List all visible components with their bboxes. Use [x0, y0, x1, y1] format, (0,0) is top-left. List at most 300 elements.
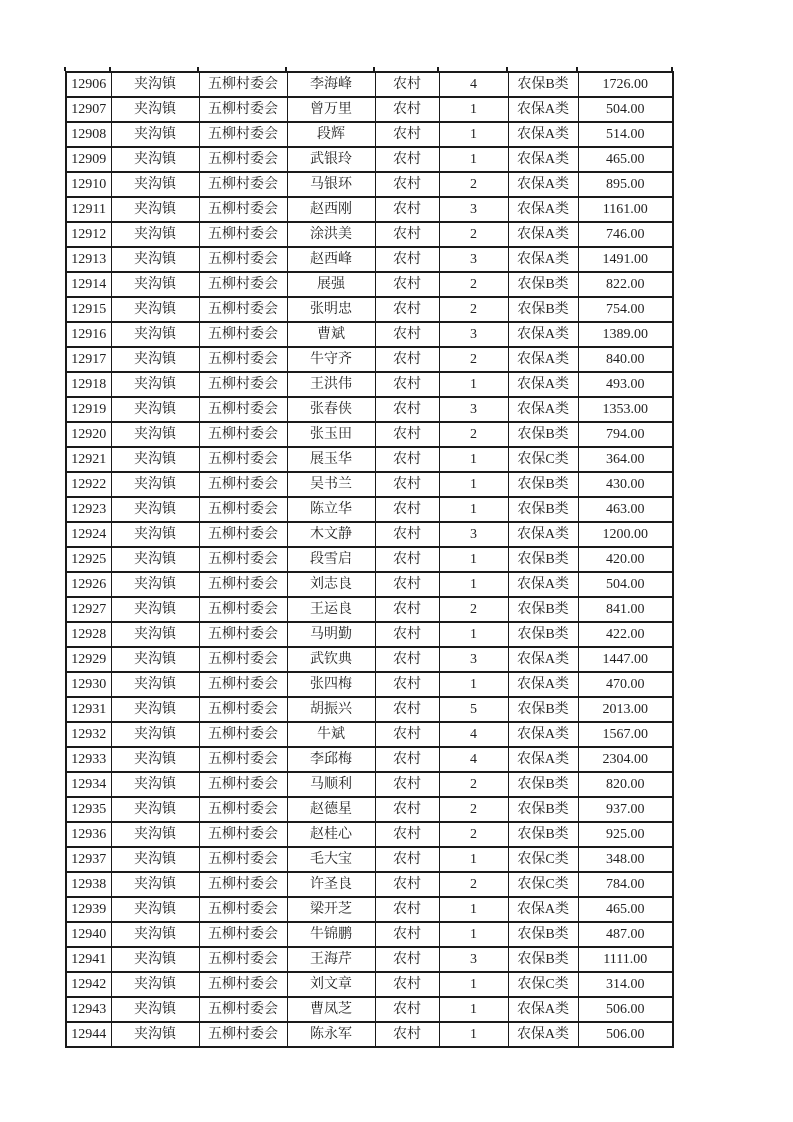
cell-amount: 514.00: [578, 122, 673, 147]
cell-village-committee: 五柳村委会: [199, 372, 287, 397]
cell-town: 夹沟镇: [111, 972, 199, 997]
cell-insurance-category: 农保C类: [508, 972, 578, 997]
cell-person-name: 梁开芝: [287, 897, 375, 922]
cell-town: 夹沟镇: [111, 847, 199, 872]
cell-person-name: 刘志良: [287, 572, 375, 597]
cell-amount: 504.00: [578, 97, 673, 122]
cell-family-count: 3: [439, 197, 508, 222]
cell-amount: 487.00: [578, 922, 673, 947]
cell-amount: 925.00: [578, 822, 673, 847]
cell-family-count: 3: [439, 397, 508, 422]
table-row: [66, 247, 673, 272]
cell-amount: 820.00: [578, 772, 673, 797]
cell-amount: 1200.00: [578, 522, 673, 547]
cell-amount: 506.00: [578, 1022, 673, 1047]
cell-residence-type: 农村: [375, 422, 439, 447]
cell-village-committee: 五柳村委会: [199, 547, 287, 572]
cell-family-count: 2: [439, 272, 508, 297]
cell-town: 夹沟镇: [111, 722, 199, 747]
cell-family-count: 3: [439, 947, 508, 972]
cell-residence-type: 农村: [375, 122, 439, 147]
cell-residence-type: 农村: [375, 622, 439, 647]
cell-family-count: 1: [439, 472, 508, 497]
cell-serial-number: 12907: [66, 97, 111, 122]
cell-family-count: 3: [439, 522, 508, 547]
cell-person-name: 赵桂心: [287, 822, 375, 847]
grid-tick: [197, 67, 199, 71]
cell-family-count: 3: [439, 322, 508, 347]
cell-serial-number: 12924: [66, 522, 111, 547]
table-row: [66, 1022, 673, 1047]
cell-village-committee: 五柳村委会: [199, 147, 287, 172]
cell-village-committee: 五柳村委会: [199, 847, 287, 872]
cell-family-count: 1: [439, 447, 508, 472]
cell-village-committee: 五柳村委会: [199, 447, 287, 472]
cell-amount: 465.00: [578, 147, 673, 172]
cell-family-count: 2: [439, 297, 508, 322]
table-row: [66, 147, 673, 172]
cell-village-committee: 五柳村委会: [199, 722, 287, 747]
cell-town: 夹沟镇: [111, 297, 199, 322]
cell-residence-type: 农村: [375, 672, 439, 697]
table-row: [66, 997, 673, 1022]
cell-person-name: 毛大宝: [287, 847, 375, 872]
cell-village-committee: 五柳村委会: [199, 622, 287, 647]
cell-family-count: 2: [439, 172, 508, 197]
table-row: [66, 672, 673, 697]
cell-residence-type: 农村: [375, 872, 439, 897]
cell-town: 夹沟镇: [111, 822, 199, 847]
grid-tick: [373, 67, 375, 71]
cell-village-committee: 五柳村委会: [199, 97, 287, 122]
table-row: [66, 297, 673, 322]
cell-town: 夹沟镇: [111, 147, 199, 172]
cell-serial-number: 12941: [66, 947, 111, 972]
cell-residence-type: 农村: [375, 247, 439, 272]
cell-residence-type: 农村: [375, 322, 439, 347]
cell-insurance-category: 农保C类: [508, 847, 578, 872]
cell-insurance-category: 农保A类: [508, 347, 578, 372]
cell-town: 夹沟镇: [111, 697, 199, 722]
cell-serial-number: 12942: [66, 972, 111, 997]
cell-town: 夹沟镇: [111, 322, 199, 347]
cell-insurance-category: 农保A类: [508, 322, 578, 347]
cell-person-name: 牛守齐: [287, 347, 375, 372]
cell-amount: 463.00: [578, 497, 673, 522]
cell-insurance-category: 农保A类: [508, 572, 578, 597]
cell-family-count: 1: [439, 847, 508, 872]
cell-town: 夹沟镇: [111, 122, 199, 147]
cell-residence-type: 农村: [375, 147, 439, 172]
cell-person-name: 李海峰: [287, 72, 375, 97]
cell-village-committee: 五柳村委会: [199, 197, 287, 222]
cell-village-committee: 五柳村委会: [199, 897, 287, 922]
table-row: [66, 222, 673, 247]
cell-serial-number: 12917: [66, 347, 111, 372]
cell-family-count: 1: [439, 497, 508, 522]
cell-amount: 754.00: [578, 297, 673, 322]
table-row: [66, 522, 673, 547]
cell-insurance-category: 农保B类: [508, 922, 578, 947]
cell-residence-type: 农村: [375, 72, 439, 97]
cell-residence-type: 农村: [375, 372, 439, 397]
cell-insurance-category: 农保A类: [508, 522, 578, 547]
cell-town: 夹沟镇: [111, 797, 199, 822]
cell-family-count: 2: [439, 597, 508, 622]
cell-town: 夹沟镇: [111, 447, 199, 472]
cell-insurance-category: 农保A类: [508, 397, 578, 422]
cell-insurance-category: 农保A类: [508, 1022, 578, 1047]
cell-amount: 1726.00: [578, 72, 673, 97]
cell-serial-number: 12912: [66, 222, 111, 247]
cell-residence-type: 农村: [375, 222, 439, 247]
cell-amount: 348.00: [578, 847, 673, 872]
cell-town: 夹沟镇: [111, 872, 199, 897]
cell-serial-number: 12937: [66, 847, 111, 872]
cell-person-name: 马顺利: [287, 772, 375, 797]
cell-person-name: 张玉田: [287, 422, 375, 447]
cell-village-committee: 五柳村委会: [199, 672, 287, 697]
cell-village-committee: 五柳村委会: [199, 772, 287, 797]
cell-insurance-category: 农保A类: [508, 247, 578, 272]
cell-amount: 1389.00: [578, 322, 673, 347]
cell-amount: 314.00: [578, 972, 673, 997]
cell-serial-number: 12923: [66, 497, 111, 522]
cell-village-committee: 五柳村委会: [199, 597, 287, 622]
cell-residence-type: 农村: [375, 797, 439, 822]
cell-serial-number: 12922: [66, 472, 111, 497]
cell-town: 夹沟镇: [111, 97, 199, 122]
cell-residence-type: 农村: [375, 297, 439, 322]
cell-residence-type: 农村: [375, 997, 439, 1022]
cell-family-count: 5: [439, 697, 508, 722]
table-row: [66, 922, 673, 947]
cell-insurance-category: 农保B类: [508, 797, 578, 822]
cell-insurance-category: 农保B类: [508, 947, 578, 972]
cell-family-count: 1: [439, 97, 508, 122]
cell-residence-type: 农村: [375, 722, 439, 747]
grid-tick: [109, 67, 111, 71]
table-row: [66, 172, 673, 197]
cell-insurance-category: 农保C类: [508, 447, 578, 472]
cell-person-name: 段辉: [287, 122, 375, 147]
cell-residence-type: 农村: [375, 1022, 439, 1047]
cell-serial-number: 12915: [66, 297, 111, 322]
cell-person-name: 陈立华: [287, 497, 375, 522]
cell-serial-number: 12910: [66, 172, 111, 197]
cell-amount: 746.00: [578, 222, 673, 247]
cell-family-count: 2: [439, 222, 508, 247]
cell-person-name: 张春侠: [287, 397, 375, 422]
cell-residence-type: 农村: [375, 697, 439, 722]
cell-residence-type: 农村: [375, 747, 439, 772]
cell-town: 夹沟镇: [111, 272, 199, 297]
cell-town: 夹沟镇: [111, 947, 199, 972]
cell-serial-number: 12932: [66, 722, 111, 747]
cell-family-count: 2: [439, 772, 508, 797]
cell-serial-number: 12928: [66, 622, 111, 647]
table-row: [66, 547, 673, 572]
table-row: [66, 822, 673, 847]
cell-village-committee: 五柳村委会: [199, 247, 287, 272]
cell-town: 夹沟镇: [111, 372, 199, 397]
cell-serial-number: 12939: [66, 897, 111, 922]
cell-amount: 822.00: [578, 272, 673, 297]
cell-village-committee: 五柳村委会: [199, 297, 287, 322]
cell-family-count: 4: [439, 747, 508, 772]
cell-village-committee: 五柳村委会: [199, 997, 287, 1022]
cell-residence-type: 农村: [375, 897, 439, 922]
table-row: [66, 747, 673, 772]
cell-town: 夹沟镇: [111, 347, 199, 372]
table-row: [66, 797, 673, 822]
cell-town: 夹沟镇: [111, 672, 199, 697]
pension-roster-table: [65, 71, 674, 1048]
table-row: [66, 722, 673, 747]
cell-town: 夹沟镇: [111, 1022, 199, 1047]
cell-person-name: 武钦典: [287, 647, 375, 672]
cell-insurance-category: 农保B类: [508, 497, 578, 522]
table-row: [66, 622, 673, 647]
cell-amount: 2013.00: [578, 697, 673, 722]
cell-residence-type: 农村: [375, 972, 439, 997]
cell-amount: 422.00: [578, 622, 673, 647]
cell-family-count: 1: [439, 122, 508, 147]
cell-insurance-category: 农保B类: [508, 697, 578, 722]
cell-serial-number: 12933: [66, 747, 111, 772]
table-row: [66, 572, 673, 597]
cell-town: 夹沟镇: [111, 622, 199, 647]
cell-person-name: 陈永军: [287, 1022, 375, 1047]
cell-town: 夹沟镇: [111, 997, 199, 1022]
cell-family-count: 1: [439, 922, 508, 947]
cell-family-count: 1: [439, 672, 508, 697]
cell-serial-number: 12943: [66, 997, 111, 1022]
cell-residence-type: 农村: [375, 347, 439, 372]
cell-town: 夹沟镇: [111, 597, 199, 622]
cell-serial-number: 12911: [66, 197, 111, 222]
cell-person-name: 张四梅: [287, 672, 375, 697]
cell-family-count: 1: [439, 147, 508, 172]
cell-serial-number: 12936: [66, 822, 111, 847]
cell-insurance-category: 农保A类: [508, 222, 578, 247]
cell-residence-type: 农村: [375, 772, 439, 797]
cell-town: 夹沟镇: [111, 397, 199, 422]
cell-insurance-category: 农保A类: [508, 747, 578, 772]
cell-person-name: 李邱梅: [287, 747, 375, 772]
cell-insurance-category: 农保B类: [508, 472, 578, 497]
cell-amount: 504.00: [578, 572, 673, 597]
cell-person-name: 马银环: [287, 172, 375, 197]
cell-town: 夹沟镇: [111, 897, 199, 922]
cell-residence-type: 农村: [375, 472, 439, 497]
cell-family-count: 3: [439, 247, 508, 272]
table-row: [66, 947, 673, 972]
cell-town: 夹沟镇: [111, 547, 199, 572]
cell-village-committee: 五柳村委会: [199, 522, 287, 547]
cell-village-committee: 五柳村委会: [199, 397, 287, 422]
grid-tick: [64, 67, 66, 71]
cell-person-name: 赵西刚: [287, 197, 375, 222]
cell-residence-type: 农村: [375, 597, 439, 622]
cell-village-committee: 五柳村委会: [199, 172, 287, 197]
cell-person-name: 展强: [287, 272, 375, 297]
cell-residence-type: 农村: [375, 947, 439, 972]
cell-person-name: 吴书兰: [287, 472, 375, 497]
cell-family-count: 1: [439, 1022, 508, 1047]
cell-insurance-category: 农保A类: [508, 147, 578, 172]
cell-person-name: 曹凤芝: [287, 997, 375, 1022]
cell-town: 夹沟镇: [111, 647, 199, 672]
cell-amount: 465.00: [578, 897, 673, 922]
cell-person-name: 刘文章: [287, 972, 375, 997]
cell-serial-number: 12926: [66, 572, 111, 597]
cell-village-committee: 五柳村委会: [199, 472, 287, 497]
cell-amount: 1353.00: [578, 397, 673, 422]
table-row: [66, 847, 673, 872]
cell-insurance-category: 农保C类: [508, 872, 578, 897]
cell-person-name: 曾万里: [287, 97, 375, 122]
cell-insurance-category: 农保B类: [508, 822, 578, 847]
table-row: [66, 872, 673, 897]
cell-family-count: 1: [439, 547, 508, 572]
cell-residence-type: 农村: [375, 572, 439, 597]
cell-family-count: 2: [439, 872, 508, 897]
cell-town: 夹沟镇: [111, 72, 199, 97]
cell-serial-number: 12935: [66, 797, 111, 822]
cell-insurance-category: 农保A类: [508, 997, 578, 1022]
table-row: [66, 197, 673, 222]
cell-amount: 895.00: [578, 172, 673, 197]
cell-residence-type: 农村: [375, 522, 439, 547]
cell-person-name: 牛锦鹏: [287, 922, 375, 947]
cell-insurance-category: 农保B类: [508, 272, 578, 297]
cell-residence-type: 农村: [375, 822, 439, 847]
cell-family-count: 1: [439, 972, 508, 997]
table-row: [66, 472, 673, 497]
cell-serial-number: 12940: [66, 922, 111, 947]
table-row: [66, 122, 673, 147]
cell-serial-number: 12914: [66, 272, 111, 297]
cell-person-name: 展玉华: [287, 447, 375, 472]
cell-family-count: 2: [439, 422, 508, 447]
cell-insurance-category: 农保B类: [508, 72, 578, 97]
cell-family-count: 2: [439, 797, 508, 822]
cell-amount: 470.00: [578, 672, 673, 697]
cell-village-committee: 五柳村委会: [199, 272, 287, 297]
cell-village-committee: 五柳村委会: [199, 822, 287, 847]
cell-serial-number: 12934: [66, 772, 111, 797]
cell-amount: 937.00: [578, 797, 673, 822]
table-row: [66, 772, 673, 797]
cell-serial-number: 12921: [66, 447, 111, 472]
cell-residence-type: 农村: [375, 197, 439, 222]
cell-family-count: 1: [439, 897, 508, 922]
cell-town: 夹沟镇: [111, 772, 199, 797]
cell-family-count: 4: [439, 722, 508, 747]
cell-insurance-category: 农保A类: [508, 672, 578, 697]
cell-serial-number: 12918: [66, 372, 111, 397]
cell-village-committee: 五柳村委会: [199, 422, 287, 447]
cell-serial-number: 12925: [66, 547, 111, 572]
cell-amount: 1161.00: [578, 197, 673, 222]
cell-person-name: 王海芹: [287, 947, 375, 972]
table-row: [66, 697, 673, 722]
cell-person-name: 王运良: [287, 597, 375, 622]
cell-insurance-category: 农保B类: [508, 422, 578, 447]
cell-serial-number: 12938: [66, 872, 111, 897]
cell-residence-type: 农村: [375, 547, 439, 572]
table-row: [66, 497, 673, 522]
table-row: [66, 447, 673, 472]
cell-person-name: 王洪伟: [287, 372, 375, 397]
cell-town: 夹沟镇: [111, 247, 199, 272]
cell-insurance-category: 农保B类: [508, 772, 578, 797]
cell-serial-number: 12919: [66, 397, 111, 422]
cell-amount: 784.00: [578, 872, 673, 897]
cell-residence-type: 农村: [375, 647, 439, 672]
cell-person-name: 马明勤: [287, 622, 375, 647]
table-row: [66, 647, 673, 672]
table-row: [66, 597, 673, 622]
cell-town: 夹沟镇: [111, 747, 199, 772]
cell-family-count: 1: [439, 572, 508, 597]
cell-serial-number: 12927: [66, 597, 111, 622]
cell-amount: 794.00: [578, 422, 673, 447]
cell-village-committee: 五柳村委会: [199, 322, 287, 347]
cell-village-committee: 五柳村委会: [199, 222, 287, 247]
cell-person-name: 赵西峰: [287, 247, 375, 272]
cell-town: 夹沟镇: [111, 172, 199, 197]
cell-town: 夹沟镇: [111, 522, 199, 547]
cell-serial-number: 12930: [66, 672, 111, 697]
cell-village-committee: 五柳村委会: [199, 497, 287, 522]
cell-family-count: 4: [439, 72, 508, 97]
cell-amount: 430.00: [578, 472, 673, 497]
cell-amount: 1491.00: [578, 247, 673, 272]
grid-tick: [576, 67, 578, 71]
cell-person-name: 牛斌: [287, 722, 375, 747]
cell-village-committee: 五柳村委会: [199, 972, 287, 997]
cell-town: 夹沟镇: [111, 572, 199, 597]
cell-residence-type: 农村: [375, 447, 439, 472]
cell-residence-type: 农村: [375, 497, 439, 522]
table-row: [66, 72, 673, 97]
cell-person-name: 许圣良: [287, 872, 375, 897]
grid-tick: [285, 67, 287, 71]
cell-serial-number: 12909: [66, 147, 111, 172]
cell-person-name: 木文静: [287, 522, 375, 547]
cell-village-committee: 五柳村委会: [199, 922, 287, 947]
cell-residence-type: 农村: [375, 97, 439, 122]
cell-village-committee: 五柳村委会: [199, 697, 287, 722]
cell-village-committee: 五柳村委会: [199, 572, 287, 597]
cell-family-count: 2: [439, 347, 508, 372]
cell-person-name: 胡振兴: [287, 697, 375, 722]
cell-amount: 840.00: [578, 347, 673, 372]
cell-insurance-category: 农保B类: [508, 597, 578, 622]
cell-insurance-category: 农保A类: [508, 172, 578, 197]
cell-residence-type: 农村: [375, 397, 439, 422]
cell-insurance-category: 农保B类: [508, 547, 578, 572]
table-row: [66, 897, 673, 922]
cell-serial-number: 12929: [66, 647, 111, 672]
table-row: [66, 97, 673, 122]
cell-person-name: 段雪启: [287, 547, 375, 572]
cell-town: 夹沟镇: [111, 422, 199, 447]
cell-residence-type: 农村: [375, 847, 439, 872]
cell-insurance-category: 农保A类: [508, 722, 578, 747]
